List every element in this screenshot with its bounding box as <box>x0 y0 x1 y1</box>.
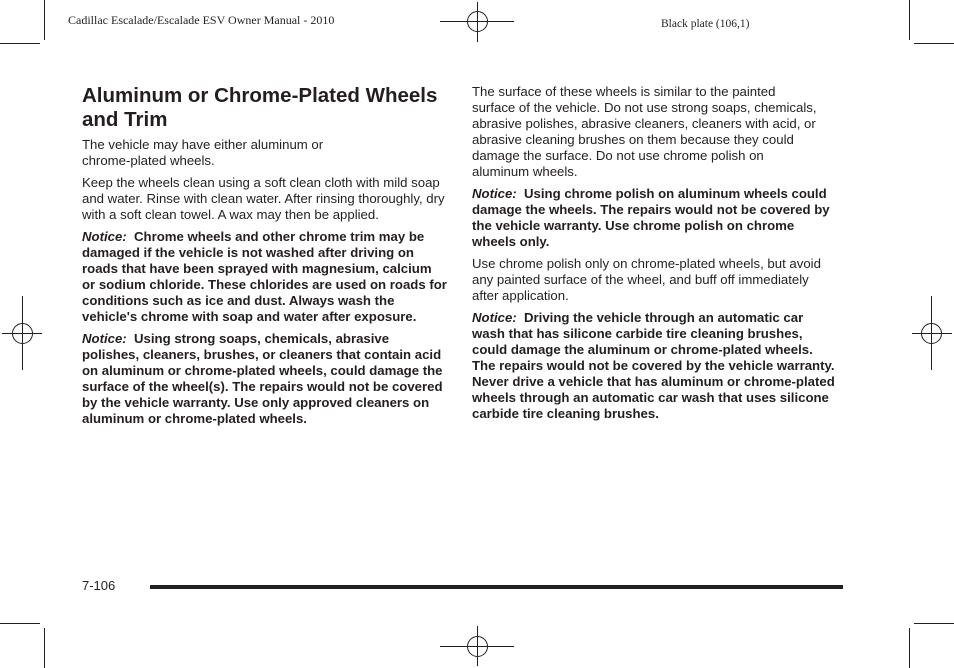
polish-paragraph: Use chrome polish only on chrome-plated wheels, but avoid any painted surface of the wheel, and buff off immediately after application. <box>472 256 821 303</box>
crop-mark <box>0 623 40 624</box>
surface-paragraph: The surface of these wheels is similar to the painted surface of the vehicle. Do not use strong soaps, chemicals, abrasive polishes, abrasive cleaners, cleaners with acid, or abrasive cleaning brushes on them because they could damage the surface. Do not use chrome polish on aluminum wheels. <box>472 84 817 179</box>
footer-rule <box>150 585 843 589</box>
notice-chrome-trim <box>82 229 448 325</box>
notice-label: Notice: <box>472 186 517 201</box>
notice-car-wash <box>472 310 838 422</box>
crop-mark <box>914 623 954 624</box>
registration-mark-top <box>440 2 514 42</box>
crop-mark <box>914 43 954 44</box>
crop-mark <box>909 628 910 668</box>
registration-mark-left <box>2 296 42 370</box>
registration-mark-right <box>912 296 952 370</box>
notice-text: Using strong soaps, chemicals, abrasive polishes, cleaners, brushes, or cleaners that contain acid on aluminum or chrome-plated wheels, could damage the surface of the wheel(s). The repairs would not be covered by the vehicle warranty. Use only approved cleaners on aluminum or chrome-plated wheels. <box>82 331 443 426</box>
notice-label: Notice: <box>472 310 517 325</box>
page-number: 7-106 <box>82 578 116 593</box>
notice-label: Notice: <box>82 331 127 346</box>
header-manual-title: Cadillac Escalade/Escalade ESV Owner Manual - 2010 <box>68 13 335 27</box>
header-plate-info: Black plate (106,1) <box>661 18 750 30</box>
registration-mark-bottom <box>440 626 514 666</box>
right-column <box>472 84 838 428</box>
notice-label: Notice: <box>82 229 127 244</box>
crop-mark <box>44 628 45 668</box>
section-title: Aluminum or Chrome-Plated Wheels and Trim <box>82 84 438 131</box>
notice-text: Chrome wheels and other chrome trim may be damaged if the vehicle is not washed after driving on roads that have been sprayed with magnesium, calcium or sodium chloride. These chlorides are used on roads for conditions such as ice and dust. Always wash the vehicle's chrome with soap and water after exposure. <box>82 229 447 324</box>
cleaning-paragraph: Keep the wheels clean using a soft clean cloth with mild soap and water. Rinse with clean water. After rinsing thoroughly, dry with a soft clean towel. A wax may then be applied. <box>82 175 445 222</box>
notice-cleaners <box>82 331 448 427</box>
notice-chrome-polish <box>472 186 838 250</box>
crop-mark <box>909 0 910 40</box>
intro-paragraph: The vehicle may have either aluminum or chrome-plated wheels. <box>82 137 324 168</box>
notice-text: Using chrome polish on aluminum wheels could damage the wheels. The repairs would not be covered by the vehicle warranty. Use chrome polish on chrome wheels only. <box>472 186 830 249</box>
crop-mark <box>0 43 40 44</box>
notice-text: Driving the vehicle through an automatic car wash that has silicone carbide tire cleaning brushes, could damage the aluminum or chrome-plated wheels. The repairs would not be covered by the vehicle warranty. Never drive a vehicle that has aluminum or chrome-plated wheels through an automatic car wash that uses silicone carbide tire cleaning brushes. <box>472 310 835 421</box>
crop-mark <box>44 0 45 40</box>
left-column <box>82 84 448 433</box>
